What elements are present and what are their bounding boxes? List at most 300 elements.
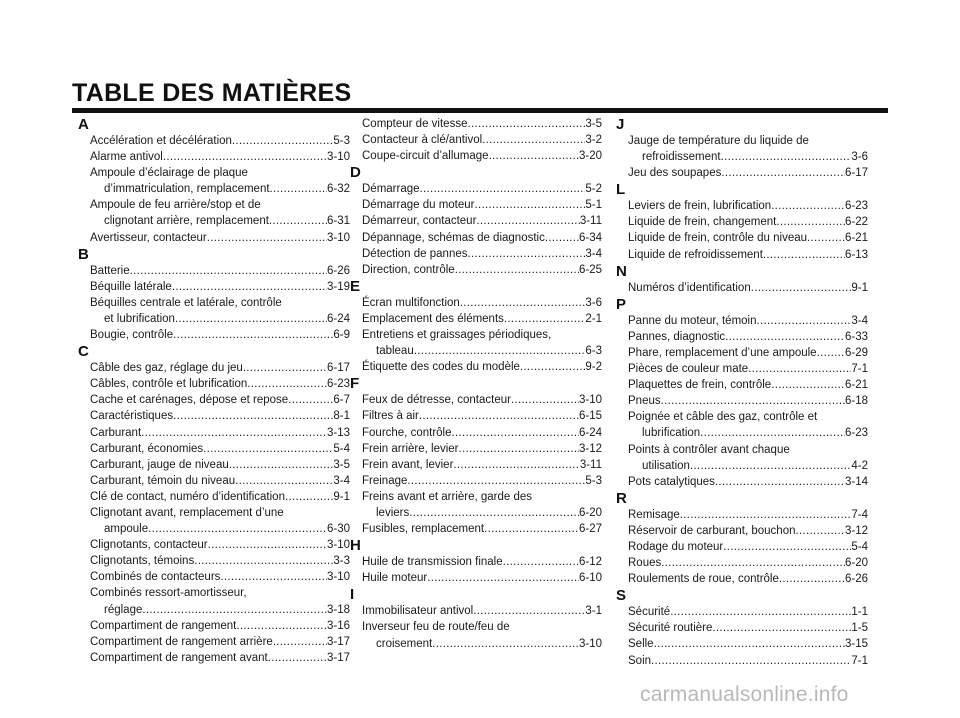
dot-leader xyxy=(654,636,845,652)
index-entry xyxy=(350,116,602,132)
index-entry-page: 6-9 xyxy=(333,329,350,342)
dot-leader xyxy=(203,441,333,457)
index-entry-label: Contacteur à clé/antivol xyxy=(362,134,483,147)
index-entry-label: Coupe-circuit d’allumage xyxy=(362,150,489,163)
dot-leader xyxy=(817,345,845,361)
index-entry-page: 4-2 xyxy=(851,459,868,472)
index-entry-page: 3-4 xyxy=(585,247,602,260)
index-entry-page: 6-32 xyxy=(326,183,350,196)
index-entry xyxy=(350,197,602,213)
section-letter: J xyxy=(616,116,625,133)
index-entry-label: Accélération et décélération xyxy=(90,135,232,147)
dot-leader xyxy=(288,392,333,408)
dot-leader xyxy=(175,311,327,327)
index-column-2 xyxy=(350,116,602,652)
index-entry-page: 6-21 xyxy=(844,379,868,392)
index-entry-label: Remisage xyxy=(628,508,680,521)
dot-leader xyxy=(680,507,852,523)
index-entry-label: Clignotants, contacteur xyxy=(90,539,208,552)
index-entry-label: et lubrification xyxy=(104,312,175,325)
index-entry-label: clignotant arrière, remplacement xyxy=(104,215,269,228)
index-entry xyxy=(78,360,350,376)
index-column-1 xyxy=(78,116,350,666)
index-entry-page: 6-26 xyxy=(326,264,350,277)
section-letter: H xyxy=(350,537,361,555)
index-entry-label: Détection de pannes xyxy=(362,247,468,260)
index-entry-page: 6-20 xyxy=(844,557,868,570)
section-letter: E xyxy=(350,277,361,295)
index-entry xyxy=(78,537,350,553)
index-entry-page: 6-23 xyxy=(844,427,868,440)
index-entry-page: 9-2 xyxy=(585,361,602,374)
index-entry-page: 3-19 xyxy=(326,280,350,293)
index-entry-label: refroidissement xyxy=(642,151,721,164)
dot-leader xyxy=(229,457,334,473)
index-entry-page: 6-34 xyxy=(578,231,602,244)
index-entry xyxy=(350,246,602,262)
index-entry-label: Démarrage du moteur xyxy=(362,199,475,212)
index-entry xyxy=(78,457,350,473)
dot-leader xyxy=(141,425,327,441)
dot-leader xyxy=(163,149,327,165)
index-entry-page: 6-12 xyxy=(578,556,602,569)
index-entry-page: 6-31 xyxy=(326,215,350,228)
index-entry-page: 6-30 xyxy=(326,523,350,536)
index-entry-page: 3-14 xyxy=(844,475,868,488)
index-entry xyxy=(616,313,868,329)
section-letter: B xyxy=(78,245,89,263)
index-entry xyxy=(78,473,350,489)
index-entry-page: 6-25 xyxy=(578,263,602,276)
section-letter: S xyxy=(616,587,627,605)
index-entry-label: Pots catalytiques xyxy=(628,475,715,488)
dot-leader xyxy=(723,539,851,555)
dot-leader xyxy=(715,474,845,490)
dot-leader xyxy=(207,230,327,246)
dot-leader xyxy=(476,213,579,229)
section-letter: P xyxy=(616,295,627,313)
index-entry-page: 6-18 xyxy=(844,395,868,408)
index-entry-page: 3-10 xyxy=(326,231,350,244)
index-entry-label: croisement xyxy=(376,637,433,650)
dot-leader xyxy=(172,279,327,295)
title-rule xyxy=(72,108,888,113)
index-entry-label: Compartiment de rangement arrière xyxy=(90,635,273,648)
section-letter: I xyxy=(350,586,355,604)
index-entry xyxy=(78,521,350,537)
dot-leader xyxy=(220,569,327,585)
dot-leader xyxy=(419,408,579,424)
index-entry-label: Huile de transmission finale xyxy=(362,556,503,569)
dot-leader xyxy=(407,473,585,489)
index-entry xyxy=(350,603,602,619)
dot-leader xyxy=(473,603,585,619)
dot-leader xyxy=(503,554,579,570)
index-entry-label: Leviers de frein, lubrification xyxy=(628,200,772,213)
index-entry-label: Fourche, contrôle xyxy=(362,426,452,439)
dot-leader xyxy=(268,650,327,666)
index-entry-text: Ampoule d’éclairage de plaque xyxy=(90,167,248,180)
index-entry-label: Cache et carénages, dépose et repose xyxy=(90,394,289,407)
index-entry xyxy=(78,311,350,327)
index-entry xyxy=(350,408,602,424)
index-entry-label: Sécurité routière xyxy=(628,622,713,635)
index-entry xyxy=(350,295,602,311)
index-entry xyxy=(78,441,350,457)
index-entry-page: 3-10 xyxy=(326,571,350,584)
index-entry xyxy=(616,507,868,523)
section-letter: D xyxy=(350,164,361,182)
index-entry-page: 3-4 xyxy=(851,314,868,327)
index-entry-page: 6-23 xyxy=(326,378,350,391)
index-entry-label: Bougie, contrôle xyxy=(90,329,174,342)
index-entry-page: 6-7 xyxy=(333,394,350,407)
index-entry xyxy=(616,636,868,652)
index-entry-label: utilisation xyxy=(642,459,690,472)
index-column-3 xyxy=(616,116,868,669)
index-entry xyxy=(350,311,602,327)
index-entry xyxy=(350,392,602,408)
index-entry xyxy=(78,376,350,392)
index-entry-page: 6-24 xyxy=(326,312,350,325)
index-entry-text: Inverseur feu de route/feu de xyxy=(362,621,510,634)
index-entry xyxy=(350,505,602,521)
dot-leader xyxy=(489,148,579,164)
index-entry-page: 6-26 xyxy=(844,573,868,586)
page-title: TABLE DES MATIÈRES xyxy=(72,79,352,107)
index-entry-label: Carburant, économies xyxy=(90,442,204,455)
dot-leader xyxy=(511,392,579,408)
index-entry xyxy=(616,230,868,246)
dot-leader xyxy=(453,457,579,473)
index-entry xyxy=(350,343,602,359)
index-entry-page: 3-1 xyxy=(585,605,602,618)
index-entry-page: 3-13 xyxy=(326,426,350,439)
dot-leader xyxy=(482,132,585,148)
index-entry-page: 6-3 xyxy=(585,345,602,358)
index-entry xyxy=(616,474,868,490)
index-entry-page: 6-33 xyxy=(844,330,868,343)
index-entry xyxy=(616,604,868,620)
index-entry-page: 3-12 xyxy=(844,524,868,537)
index-entry xyxy=(350,521,602,537)
index-entry-page: 5-2 xyxy=(585,183,602,196)
index-entry-page: 1-1 xyxy=(851,606,868,619)
index-entry xyxy=(78,618,350,634)
index-entry-text: Poignée et câble des gaz, contrôle et xyxy=(628,411,818,424)
index-entry-label: Frein arrière, levier xyxy=(362,442,459,455)
index-entry xyxy=(350,213,602,229)
dot-leader xyxy=(475,197,586,213)
index-entry-page: 6-21 xyxy=(844,232,868,245)
index-entry xyxy=(616,393,868,409)
index-entry xyxy=(616,458,868,474)
index-entry xyxy=(350,457,602,473)
index-entry-page: 6-23 xyxy=(844,200,868,213)
index-entry-page: 6-27 xyxy=(578,523,602,536)
index-entry-label: Rodage du moteur xyxy=(628,540,724,553)
index-entry-label: Roues xyxy=(628,557,662,570)
index-entry-label: Direction, contrôle xyxy=(362,263,455,276)
dot-leader xyxy=(208,537,327,553)
index-entry-label: Carburant, jauge de niveau xyxy=(90,458,229,471)
index-entry xyxy=(350,181,602,197)
index-entry xyxy=(616,539,868,555)
index-entry-label: Pannes, diagnostic xyxy=(628,330,726,343)
dot-leader xyxy=(285,489,333,505)
dot-leader xyxy=(751,280,852,296)
index-entry-page: 6-10 xyxy=(578,572,602,585)
index-entry-label: Soin xyxy=(628,654,652,667)
index-entry-page: 5-4 xyxy=(333,442,350,455)
index-entry-page: 2-1 xyxy=(585,312,602,325)
index-entry-page: 6-13 xyxy=(844,248,868,261)
index-entry-label: Filtres à air xyxy=(362,410,419,423)
dot-leader xyxy=(670,604,851,620)
index-entry-label: Alarme antivol xyxy=(90,151,163,164)
dot-leader xyxy=(130,263,327,279)
dot-leader xyxy=(236,618,327,634)
dot-leader xyxy=(725,329,845,345)
dot-leader xyxy=(721,149,852,165)
index-entry xyxy=(78,408,350,424)
index-entry xyxy=(78,133,350,149)
dot-leader xyxy=(771,198,845,214)
index-entry-label: Câble des gaz, réglage du jeu xyxy=(90,362,243,375)
section-letter: C xyxy=(78,343,89,361)
index-entry xyxy=(616,571,868,587)
index-entry xyxy=(350,262,602,278)
index-entry xyxy=(616,165,868,181)
dot-leader xyxy=(269,213,327,229)
dot-leader xyxy=(232,133,333,149)
index-entry-page: 3-12 xyxy=(578,442,602,455)
index-entry-label: Écran multifonction xyxy=(362,296,460,309)
dot-leader xyxy=(427,570,579,586)
index-entry-page: 6-24 xyxy=(578,426,602,439)
index-entry-page: 3-16 xyxy=(326,619,350,632)
index-entry-page: 9-1 xyxy=(333,490,350,503)
index-entry-text: Combinés ressort-amortisseur, xyxy=(90,587,247,600)
index-entry xyxy=(78,553,350,569)
index-entry-label: réglage xyxy=(104,603,143,616)
index-entry xyxy=(616,377,868,393)
index-entry-page: 3-5 xyxy=(333,458,350,471)
index-entry-page: 3-2 xyxy=(585,134,602,147)
index-entry-page: 3-5 xyxy=(585,118,602,130)
index-entry-label: lubrification xyxy=(642,427,701,440)
index-entry-page: 6-17 xyxy=(326,362,350,375)
index-entry-text: Clignotant avant, remplacement d’une xyxy=(90,506,284,519)
dot-leader xyxy=(763,247,845,263)
dot-leader xyxy=(460,295,586,311)
index-entry-page: 3-11 xyxy=(579,458,602,471)
dot-leader xyxy=(142,602,327,618)
index-entry-label: Réservoir de carburant, bouchon xyxy=(628,524,796,537)
index-entry-label: Sécurité xyxy=(628,606,671,619)
index-entry-label: Caractéristiques xyxy=(90,410,174,423)
index-entry-page: 3-15 xyxy=(844,638,868,651)
index-entry-label: Frein avant, levier xyxy=(362,458,454,471)
index-entry-label: Clé de contact, numéro d’identification xyxy=(90,490,285,503)
index-entry-label: Étiquette des codes du modèle xyxy=(362,361,520,374)
dot-leader xyxy=(661,393,845,409)
dot-leader xyxy=(235,473,333,489)
index-entry xyxy=(350,148,602,164)
index-entry-label: Câbles, contrôle et lubrification xyxy=(90,378,248,391)
dot-leader xyxy=(484,521,579,537)
index-entry-label: Liquide de refroidissement xyxy=(628,248,763,261)
index-entry-label: Freinage xyxy=(362,474,408,487)
index-entry xyxy=(350,554,602,570)
index-entry-page: 3-10 xyxy=(578,394,602,407)
index-entry-page: 3-6 xyxy=(585,296,602,309)
index-entry-page: 6-15 xyxy=(578,410,602,423)
index-entry-page: 8-1 xyxy=(333,410,350,423)
dot-leader xyxy=(796,523,845,539)
dot-leader xyxy=(409,505,579,521)
index-entry xyxy=(616,198,868,214)
dot-leader xyxy=(651,653,851,669)
index-entry xyxy=(78,489,350,505)
index-entry-page: 7-1 xyxy=(851,363,868,376)
index-entry xyxy=(616,345,868,361)
index-entry-label: ampoule xyxy=(104,523,149,536)
index-entry-label: Clignotants, témoins xyxy=(90,555,195,568)
index-entry-page: 3-4 xyxy=(333,474,350,487)
index-entry-label: Béquille latérale xyxy=(90,280,172,293)
index-entry xyxy=(78,602,350,618)
index-entry-page: 3-20 xyxy=(578,150,602,163)
section-letter: F xyxy=(350,375,360,393)
index-entry xyxy=(350,636,602,652)
dot-leader xyxy=(452,425,579,441)
index-entry xyxy=(616,280,868,296)
index-entry-label: Panne du moteur, témoin xyxy=(628,314,757,327)
dot-leader xyxy=(690,458,851,474)
index-entry xyxy=(78,149,350,165)
index-entry xyxy=(350,230,602,246)
index-entry-label: Pièces de couleur mate xyxy=(628,363,749,376)
dot-leader xyxy=(420,181,586,197)
dot-leader xyxy=(520,359,585,375)
section-letter: A xyxy=(78,116,89,133)
index-entry-text: Points à contrôler avant chaque xyxy=(628,443,790,456)
dot-leader xyxy=(432,636,579,652)
dot-leader xyxy=(247,376,327,392)
index-entry-label: Batterie xyxy=(90,264,130,277)
index-entry-label: Carburant xyxy=(90,426,142,439)
index-entry-label: Fusibles, remplacement xyxy=(362,523,485,536)
index-entry-label: Pneus xyxy=(628,395,661,408)
index-entry-page: 1-5 xyxy=(851,622,868,635)
index-entry-page: 3-3 xyxy=(333,555,350,568)
index-entry-page: 6-17 xyxy=(844,167,868,180)
index-entry xyxy=(350,441,602,457)
index-entry xyxy=(78,634,350,650)
index-entry-page: 3-6 xyxy=(851,151,868,164)
dot-leader xyxy=(771,377,845,393)
index-entry-text: Béquilles centrale et latérale, contrôle xyxy=(90,296,282,309)
index-entry-label: Liquide de frein, changement xyxy=(628,216,777,229)
dot-leader xyxy=(455,262,579,278)
index-entry xyxy=(616,247,868,263)
dot-leader xyxy=(468,246,586,262)
index-entry-label: Liquide de frein, contrôle du niveau xyxy=(628,232,808,245)
index-entry xyxy=(350,570,602,586)
dot-leader xyxy=(467,116,585,132)
index-entry-label: Huile moteur xyxy=(362,572,428,585)
dot-leader xyxy=(700,425,845,441)
dot-leader xyxy=(173,408,333,424)
dot-leader xyxy=(776,214,845,230)
dot-leader xyxy=(661,555,845,571)
index-entry-page: 7-4 xyxy=(851,508,868,521)
index-entry xyxy=(616,361,868,377)
index-entry-page: 5-3 xyxy=(585,474,602,487)
index-entry-label: Compteur de vitesse xyxy=(362,118,468,130)
index-entry-label: Selle xyxy=(628,638,654,651)
index-entry xyxy=(78,213,350,229)
index-entry xyxy=(616,149,868,165)
index-entry xyxy=(616,555,868,571)
index-entry-label: d’immatriculation, remplacement xyxy=(104,183,270,196)
index-entry-label: Feux de détresse, contacteur xyxy=(362,394,511,407)
index-entry-page: 6-20 xyxy=(578,506,602,519)
index-entry xyxy=(616,214,868,230)
index-entry xyxy=(78,279,350,295)
index-entry-text: Ampoule de feu arrière/stop et de xyxy=(90,199,261,212)
index-entry-label: Roulements de roue, contrôle xyxy=(628,573,779,586)
index-entry-label: Carburant, témoin du niveau xyxy=(90,474,236,487)
index-entry-label: Combinés de contacteurs xyxy=(90,571,221,584)
dot-leader xyxy=(459,441,579,457)
index-entry xyxy=(78,181,350,197)
index-entry-page: 7-1 xyxy=(851,654,868,667)
index-entry-page: 3-18 xyxy=(326,603,350,616)
index-entry-label: leviers xyxy=(376,506,410,519)
index-entry-label: Démarrage xyxy=(362,183,420,196)
index-entry-label: Compartiment de rangement avant xyxy=(90,651,268,664)
index-entry-page: 5-1 xyxy=(585,199,602,212)
index-entry-page: 3-11 xyxy=(579,215,602,228)
watermark: carmanualsonline.info xyxy=(640,683,849,706)
dot-leader xyxy=(148,521,327,537)
dot-leader xyxy=(273,634,327,650)
dot-leader xyxy=(243,360,327,376)
index-entry xyxy=(616,620,868,636)
index-entry-label: Plaquettes de frein, contrôle xyxy=(628,379,772,392)
dot-leader xyxy=(504,311,585,327)
index-entry xyxy=(78,569,350,585)
dot-leader xyxy=(270,181,327,197)
section-letter: L xyxy=(616,181,626,199)
index-entry-label: Numéros d’identification xyxy=(628,281,751,294)
index-entry-page: 3-10 xyxy=(326,539,350,552)
index-entry-label: Dépannage, schémas de diagnostic xyxy=(362,231,545,244)
index-entry-page: 5-3 xyxy=(333,135,350,147)
index-entry xyxy=(78,327,350,343)
index-entry-page: 3-10 xyxy=(326,151,350,164)
index-entry xyxy=(350,473,602,489)
index-entry-page: 3-10 xyxy=(578,637,602,650)
index-entry-page: 3-17 xyxy=(326,651,350,664)
dot-leader xyxy=(194,553,333,569)
section-letter: R xyxy=(616,489,627,507)
index-entry-label: tableau xyxy=(376,345,414,358)
index-entry-page: 6-29 xyxy=(844,346,868,359)
index-entry xyxy=(78,230,350,246)
